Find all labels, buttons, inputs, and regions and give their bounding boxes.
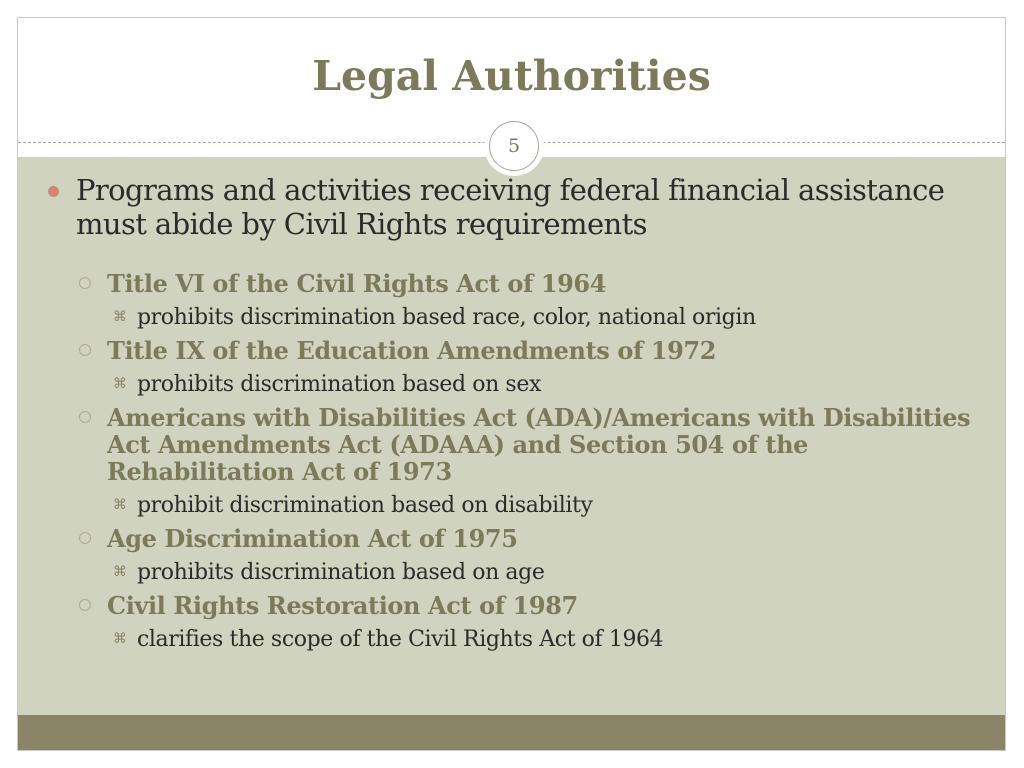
bullet-ring-icon	[79, 344, 91, 356]
sub-bullet-icon: ⌘	[113, 631, 127, 647]
slide-title: Legal Authorities	[312, 52, 711, 100]
sub-bullet-icon: ⌘	[113, 309, 127, 325]
bullet-ring-icon	[79, 411, 91, 423]
sub-bullet-icon: ⌘	[113, 497, 127, 513]
law-title-ix-detail: prohibits discrimination based on sex	[137, 372, 541, 397]
main-bullet-text: Programs and activities receiving federal financial assistance must abide by Civil Rights requirements	[76, 173, 945, 241]
slide	[17, 17, 1006, 751]
bullet-dot-icon	[48, 186, 59, 197]
sub-bullet-icon: ⌘	[113, 564, 127, 580]
law-civil-rights-restoration: Civil Rights Restoration Act of 1987	[107, 591, 578, 620]
slide-number: 5	[489, 121, 539, 171]
law-age-discrimination: Age Discrimination Act of 1975	[107, 524, 518, 553]
law-title-vi-detail: prohibits discrimination based race, color, national origin	[137, 305, 756, 330]
law-ada-section-504-detail: prohibit discrimination based on disability	[137, 493, 593, 518]
law-civil-rights-restoration-detail: clarifies the scope of the Civil Rights Act of 1964	[137, 627, 664, 652]
bullet-ring-icon	[79, 599, 91, 611]
bullet-ring-icon	[79, 277, 91, 289]
law-title-vi: Title VI of the Civil Rights Act of 1964	[107, 269, 607, 298]
law-ada-section-504: Americans with Disabilities Act (ADA)/Americans with Disabilities Act Amendments Act (ADAAA) and Section 504 of the Rehabilitation Act of 1973	[107, 403, 971, 486]
law-age-discrimination-detail: prohibits discrimination based on age	[137, 560, 545, 585]
bullet-ring-icon	[79, 532, 91, 544]
bullet-list	[18, 18, 1005, 750]
sub-bullet-icon: ⌘	[113, 376, 127, 392]
law-title-ix: Title IX of the Education Amendments of 1972	[107, 336, 717, 365]
